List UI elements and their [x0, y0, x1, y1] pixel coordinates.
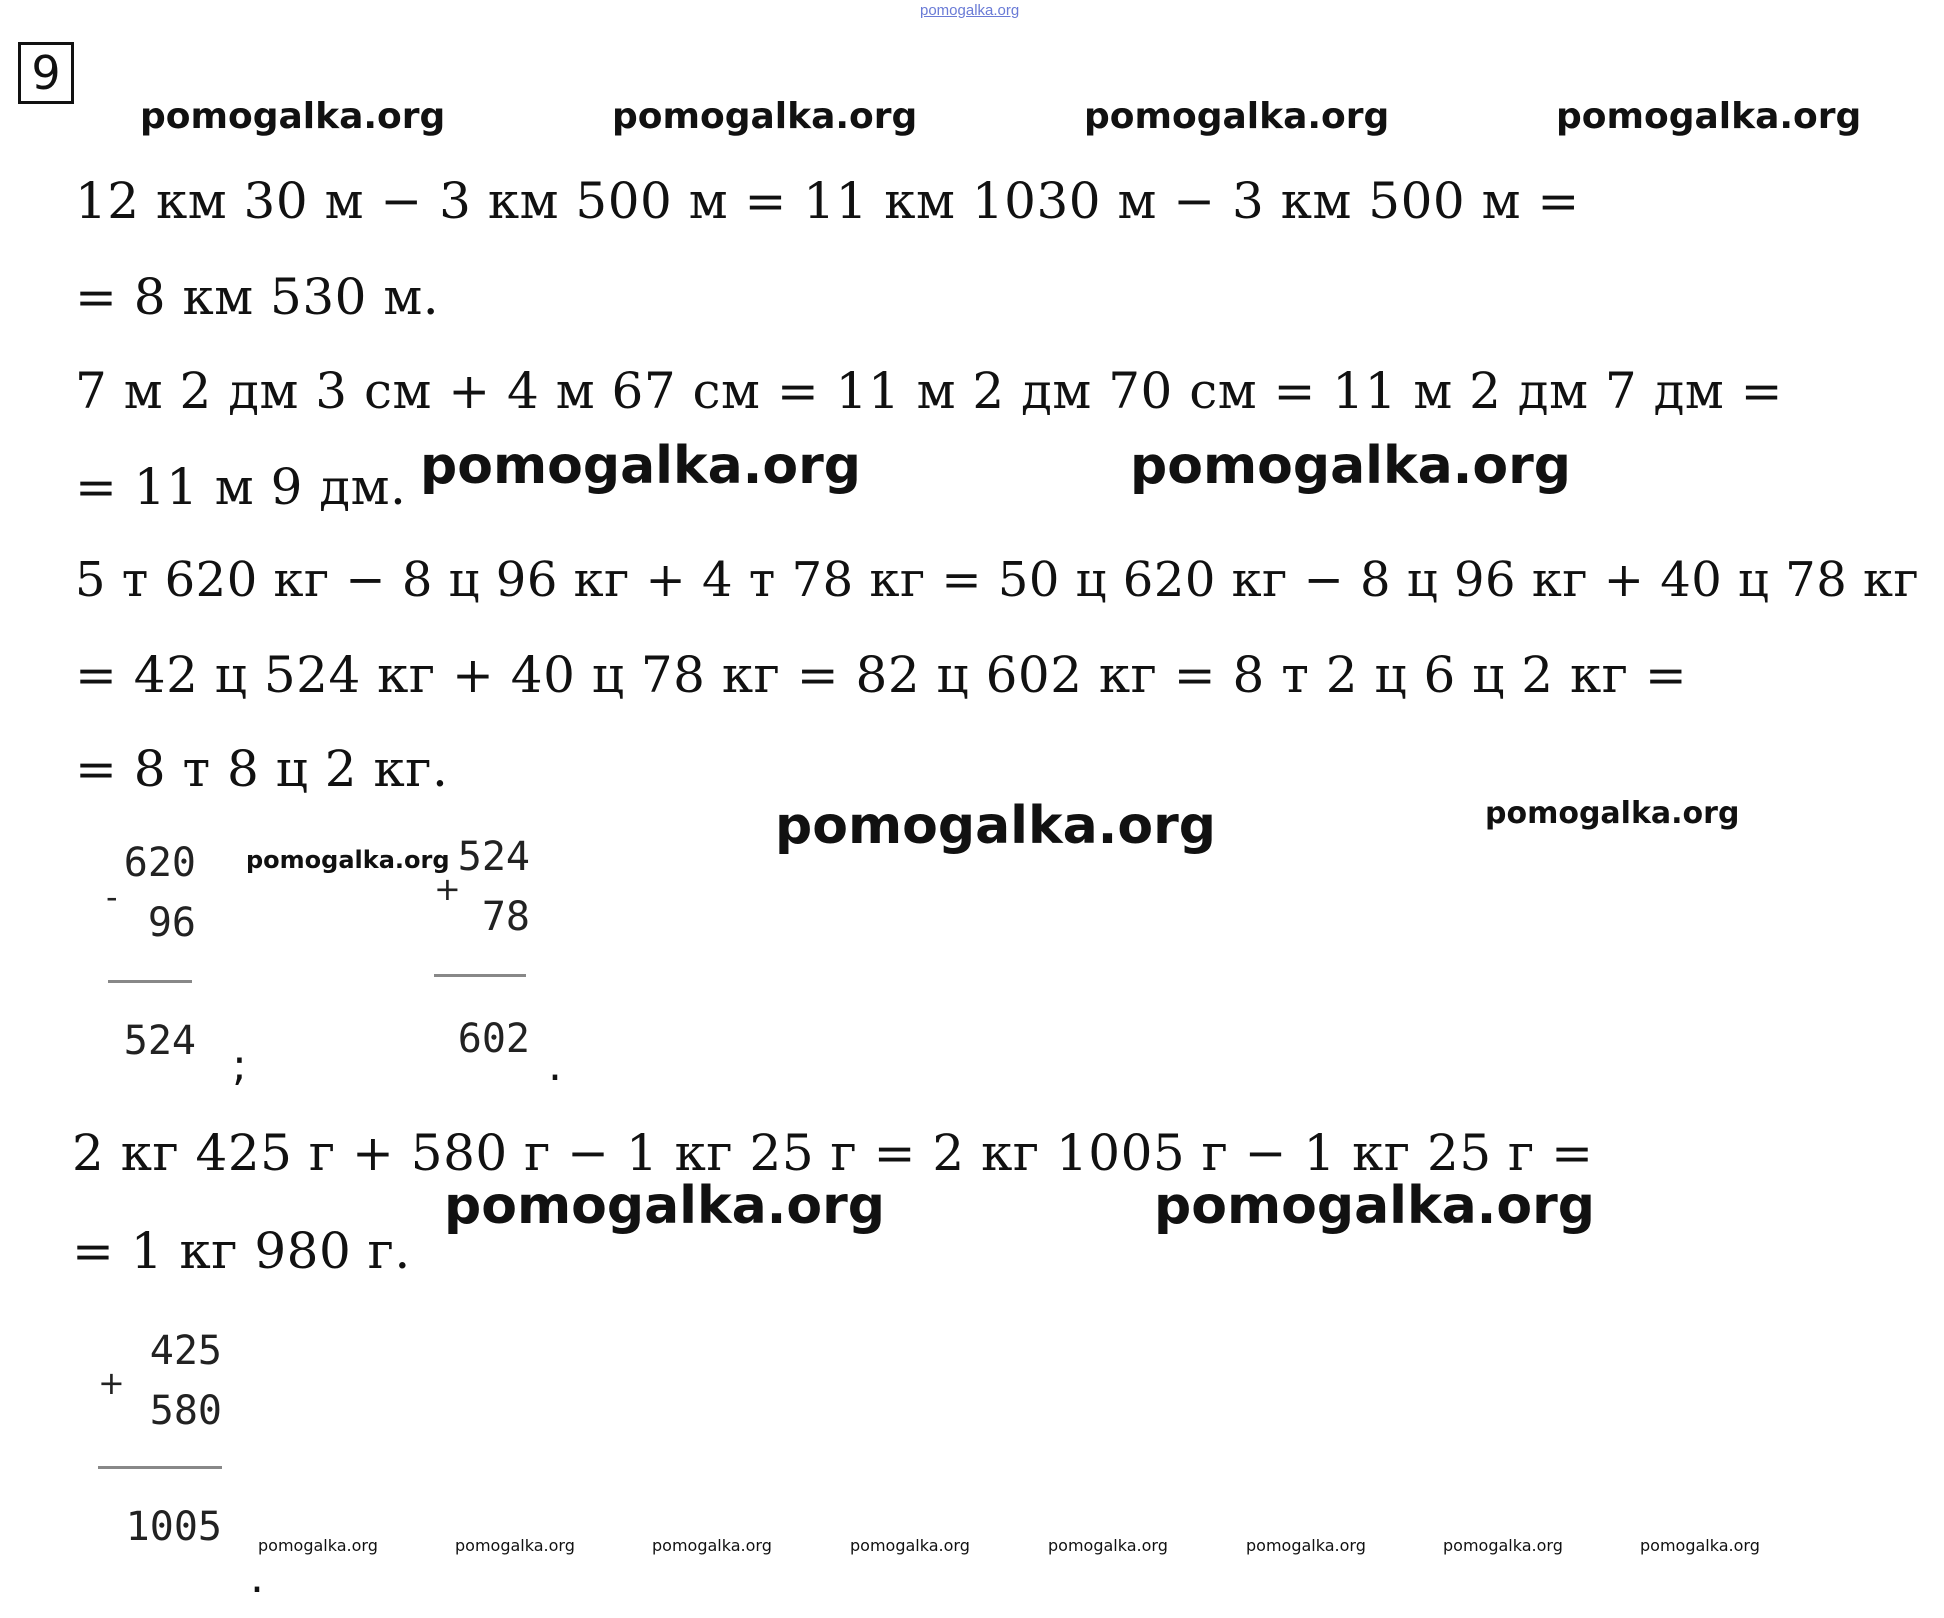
equation-line-7: = 8 т 8 ц 2 кг.	[75, 740, 449, 798]
column-add2-rule	[98, 1466, 222, 1469]
top-watermark: pomogalka.org	[920, 2, 1020, 19]
column-sub1-punct: ;	[232, 1040, 247, 1091]
column-sub1-top: 620	[123, 840, 196, 886]
watermark: pomogalka.org	[140, 96, 446, 137]
column-add1-punct: .	[548, 1040, 562, 1091]
equation-line-8: 2 кг 425 г + 580 г − 1 кг 25 г = 2 кг 1005 г − 1 кг 25 г =	[72, 1124, 1594, 1182]
watermark: pomogalka.org	[1084, 96, 1390, 137]
column-add1-result: 602	[457, 1016, 530, 1062]
equation-line-3: 7 м 2 дм 3 см + 4 м 67 см = 11 м 2 дм 70 см = 11 м 2 дм 7 дм =	[75, 362, 1784, 420]
watermark: pomogalka.org	[612, 96, 918, 137]
column-sub1-result: 524	[123, 1018, 196, 1064]
column-sub1-operator: -	[106, 878, 118, 916]
watermark: pomogalka.org	[1556, 96, 1862, 137]
watermark: pomogalka.org	[444, 1176, 886, 1236]
equation-line-2: = 8 км 530 м.	[75, 268, 440, 326]
watermark: pomogalka.org	[1443, 1536, 1563, 1555]
column-add1-rule	[434, 974, 526, 977]
column-add1-bottom: 78	[481, 894, 530, 940]
equation-line-1: 12 км 30 м − 3 км 500 м = 11 км 1030 м − 3 км 500 м =	[75, 172, 1580, 230]
equation-line-4: = 11 м 9 дм.	[75, 458, 407, 516]
watermark: pomogalka.org	[1246, 1536, 1366, 1555]
column-add2-top: 425	[149, 1328, 222, 1374]
equation-line-5: 5 т 620 кг − 8 ц 96 кг + 4 т 78 кг = 50 ц 620 кг − 8 ц 96 кг + 40 ц 78 кг	[75, 552, 1920, 608]
watermark: pomogalka.org	[850, 1536, 970, 1555]
watermark: pomogalka.org	[1485, 796, 1740, 831]
equation-line-6: = 42 ц 524 кг + 40 ц 78 кг = 82 ц 602 кг = 8 т 2 ц 6 ц 2 кг =	[75, 646, 1688, 704]
watermark: pomogalka.org	[1640, 1536, 1760, 1555]
watermark: pomogalka.org	[652, 1536, 772, 1555]
watermark: pomogalka.org	[1048, 1536, 1168, 1555]
column-sub1-rule	[108, 980, 192, 983]
watermark: pomogalka.org	[246, 846, 450, 874]
watermark: pomogalka.org	[775, 796, 1217, 856]
watermark: pomogalka.org	[455, 1536, 575, 1555]
watermark: pomogalka.org	[1130, 436, 1572, 496]
watermark: pomogalka.org	[258, 1536, 378, 1555]
column-add2-punct: .	[250, 1552, 264, 1603]
column-add1-operator: +	[434, 870, 461, 908]
column-add2-operator: +	[98, 1364, 125, 1402]
column-add1-top: 524	[457, 834, 530, 880]
equation-line-9: = 1 кг 980 г.	[72, 1222, 411, 1280]
problem-number: 9	[18, 42, 74, 104]
watermark: pomogalka.org	[420, 436, 862, 496]
watermark: pomogalka.org	[1154, 1176, 1596, 1236]
column-add2-bottom: 580	[149, 1388, 222, 1434]
column-sub1-bottom: 96	[147, 900, 196, 946]
column-add2-result: 1005	[125, 1504, 222, 1550]
